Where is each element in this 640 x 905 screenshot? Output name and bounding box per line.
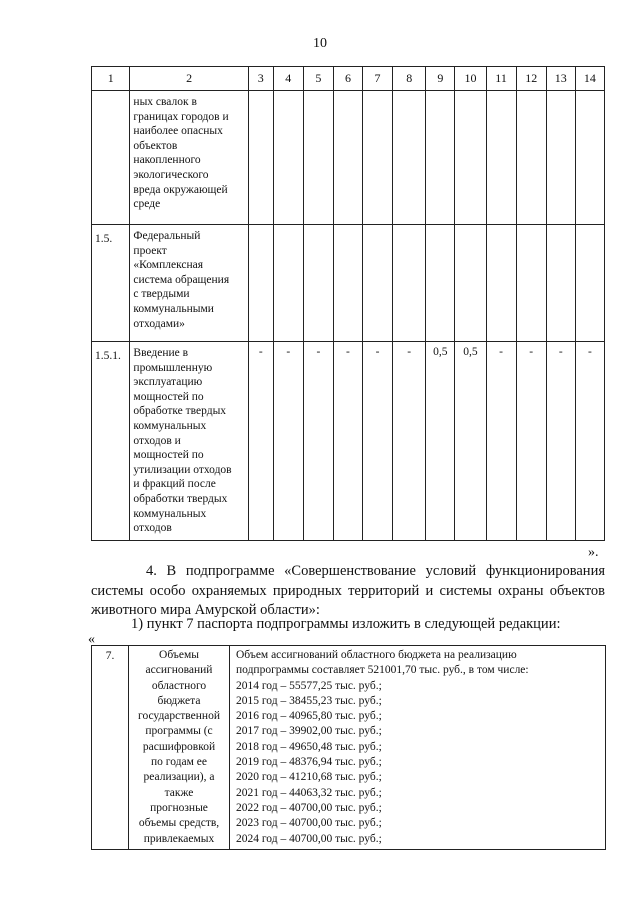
row-name-line: ных свалок в	[133, 96, 197, 108]
table-cell	[248, 91, 273, 225]
row-name-line: отходов	[133, 522, 172, 535]
table-cell: -	[546, 342, 575, 541]
row-name-line: и фракций после	[133, 478, 216, 491]
table-cell	[333, 91, 362, 225]
content-line: 2018 год – 49650,48 тыс. руб.;	[236, 740, 382, 753]
table-cell	[516, 91, 546, 225]
row-name-line: Федеральный	[133, 230, 201, 242]
content-line: 2020 год – 41210,68 тыс. руб.;	[236, 771, 382, 784]
table-cell	[363, 91, 393, 225]
paragraph-item: 1) пункт 7 паспорта подпрограммы изложить в следующей редакции:	[131, 616, 561, 632]
column-header: 13	[546, 67, 575, 91]
table-cell: -	[303, 342, 333, 541]
table-cell: -	[486, 342, 516, 541]
row-name-line: промышленную	[133, 361, 213, 374]
column-header: 4	[273, 67, 303, 91]
row-name-line: обработке твердых	[133, 405, 227, 418]
label-line: ассигнований	[145, 664, 213, 677]
row-number: 1.5.	[92, 225, 130, 342]
row-name-line: проект	[133, 244, 167, 257]
label-line: бюджета	[157, 694, 201, 707]
column-header: 5	[303, 67, 333, 91]
content-line: 2019 год – 48376,94 тыс. руб.;	[236, 756, 382, 769]
label-line: объемы средств,	[138, 817, 220, 830]
row-name-line: отходами»	[133, 317, 185, 330]
table-cell: -	[333, 342, 362, 541]
table-cell	[333, 225, 362, 342]
passport-table	[91, 645, 606, 850]
table-cell: -	[363, 342, 393, 541]
column-header: 8	[393, 67, 426, 91]
row-number: 1.5.1.	[92, 342, 130, 541]
row-name-line: система обращения	[133, 273, 230, 286]
content-line: 2024 год – 40700,00 тыс. руб.;	[236, 832, 382, 845]
content-line: 2022 год – 40700,00 тыс. руб.;	[236, 801, 382, 814]
table-cell	[486, 225, 516, 342]
table-cell	[486, 91, 516, 225]
row-name-line: Введение в	[133, 347, 189, 359]
passport-item-number: 7.	[92, 646, 129, 850]
label-line: реализации), а	[143, 771, 215, 784]
table-cell	[546, 225, 575, 342]
passport-item-label	[129, 646, 230, 850]
table-cell	[363, 225, 393, 342]
table-cell	[455, 91, 486, 225]
table-cell: -	[393, 342, 426, 541]
table-cell	[426, 225, 455, 342]
table-cell: -	[575, 342, 604, 541]
table-cell	[273, 225, 303, 342]
table-cell	[575, 91, 604, 225]
row-name-line: отходов и	[133, 434, 181, 447]
label-line: также	[164, 786, 194, 799]
label-line: Объемы	[159, 649, 199, 661]
row-number	[92, 91, 130, 225]
label-line: государственной	[138, 710, 220, 723]
paragraph-subprogram: 4. В подпрограмме «Совершенствование условий функционирования системы особо охраняемых природных территорий и системы охраны объектов животного мира Амурской области»:	[91, 563, 605, 618]
column-header: 9	[426, 67, 455, 91]
row-name	[130, 91, 248, 225]
column-header: 2	[130, 67, 248, 91]
label-line: программы (с	[145, 725, 213, 738]
table-cell: 0,5	[426, 342, 455, 541]
table-cell	[516, 225, 546, 342]
column-header: 11	[486, 67, 516, 91]
indicator-table	[91, 66, 605, 541]
table-cell	[303, 225, 333, 342]
row-name-line: экологического	[133, 168, 209, 181]
column-header: 1	[92, 67, 130, 91]
label-line: по годам ее	[151, 756, 207, 769]
content-line: 2023 год – 40700,00 тыс. руб.;	[236, 817, 382, 830]
table-cell	[575, 225, 604, 342]
content-line: 2017 год – 39902,00 тыс. руб.;	[236, 725, 382, 738]
row-name-line: обработки твердых	[133, 492, 228, 505]
table-row	[92, 225, 605, 342]
content-line: 2014 год – 55577,25 тыс. руб.;	[236, 679, 382, 692]
column-header: 3	[248, 67, 273, 91]
row-name	[130, 342, 248, 541]
opening-quote: «	[88, 632, 95, 647]
table-cell	[455, 225, 486, 342]
row-name-line: коммунальных	[133, 419, 207, 432]
label-line: областного	[151, 679, 207, 692]
column-header: 7	[363, 67, 393, 91]
row-name-line: объектов	[133, 139, 178, 152]
table-cell: 0,5	[455, 342, 486, 541]
row-name-line: накопленного	[133, 154, 201, 167]
label-line: привлекаемых	[143, 832, 215, 845]
content-line: 2021 год – 44063,32 тыс. руб.;	[236, 786, 382, 799]
row-name-line: наиболее опасных	[133, 125, 223, 138]
table-cell: -	[248, 342, 273, 541]
column-header: 12	[516, 67, 546, 91]
column-header: 10	[455, 67, 486, 91]
content-line: подпрограммы составляет 521001,70 тыс. руб., в том числе:	[236, 664, 529, 677]
row-name-line: утилизации отходов	[133, 463, 232, 476]
page-number: 10	[313, 36, 327, 51]
table-cell: -	[273, 342, 303, 541]
table-row	[92, 646, 606, 850]
table-cell	[248, 225, 273, 342]
content-line: 2015 год – 38455,23 тыс. руб.;	[236, 694, 382, 707]
row-name-line: среде	[133, 198, 161, 211]
table-cell	[303, 91, 333, 225]
row-name	[130, 225, 248, 342]
table-cell	[546, 91, 575, 225]
row-name-line: вреда окружающей	[133, 183, 228, 196]
row-name-line: границах городов и	[133, 110, 229, 123]
table-cell	[426, 91, 455, 225]
label-line: прогнозные	[150, 801, 208, 814]
row-name-line: мощностей по	[133, 449, 204, 462]
closing-quote: ».	[588, 545, 599, 560]
row-name-line: «Комплексная	[133, 259, 204, 272]
row-name-line: коммунальных	[133, 507, 207, 520]
table-row	[92, 91, 605, 225]
row-name-line: эксплуатацию	[133, 376, 203, 389]
table-cell: -	[516, 342, 546, 541]
row-name-line: коммунальными	[133, 302, 214, 315]
column-header: 6	[333, 67, 362, 91]
table-cell	[393, 91, 426, 225]
content-line: 2016 год – 40965,80 тыс. руб.;	[236, 710, 382, 723]
column-header: 14	[575, 67, 604, 91]
table-cell	[393, 225, 426, 342]
label-line: расшифровкой	[142, 740, 216, 753]
row-name-line: мощностей по	[133, 390, 204, 403]
row-name-line: с твердыми	[133, 288, 190, 301]
passport-item-content	[230, 646, 606, 850]
table-cell	[273, 91, 303, 225]
table-header-row	[92, 67, 605, 91]
content-line: Объем ассигнований областного бюджета на реализацию	[236, 649, 517, 661]
table-row	[92, 342, 605, 541]
